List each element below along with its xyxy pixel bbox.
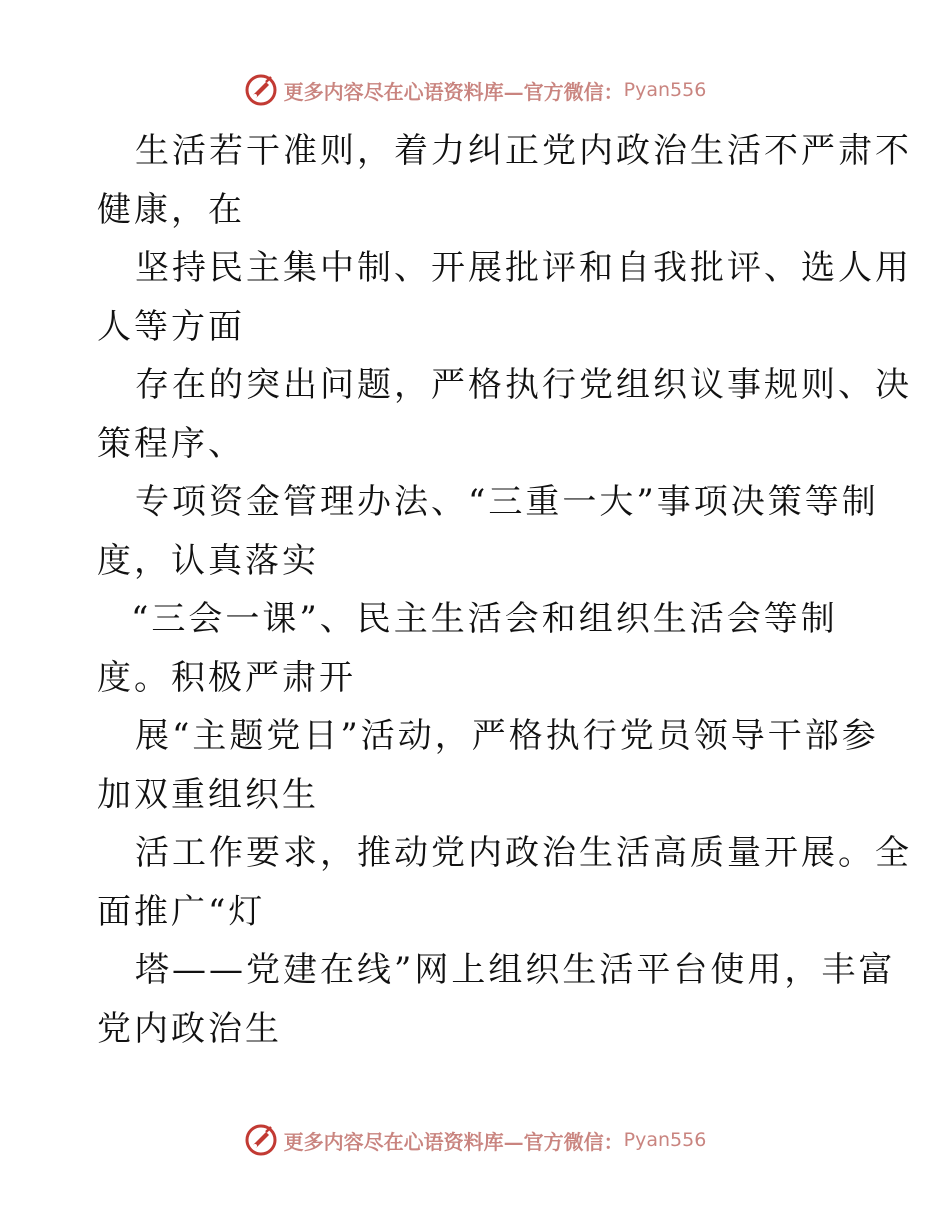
body-line: 活工作要求，推动党内政治生活高质量开展。全 bbox=[135, 833, 912, 873]
body-line: 塔——党建在线”网上组织生活平台使用，丰富 bbox=[135, 950, 896, 990]
footer-banner-text: 更多内容尽在心语资料库— bbox=[283, 1129, 524, 1154]
body-line: 展“主题党日”活动，严格执行党员领导干部参 bbox=[135, 716, 879, 756]
body-line: “三会一课”、民主生活会和组织生活会等制 bbox=[131, 599, 838, 639]
brand-logo-icon bbox=[244, 73, 278, 107]
body-line: 存在的突出问题，严格执行党组织议事规则、决 bbox=[135, 365, 912, 405]
body-line: 加双重组织生 bbox=[97, 774, 319, 815]
header-banner-text: 更多内容尽在心语资料库— bbox=[283, 79, 524, 104]
footer-wechat-id: Pyan556 bbox=[623, 1129, 707, 1151]
brand-logo-icon bbox=[244, 1123, 278, 1157]
body-line: 人等方面 bbox=[97, 306, 245, 347]
footer-wechat-label: 官方微信： bbox=[523, 1129, 624, 1154]
header-wechat-label: 官方微信： bbox=[523, 79, 624, 104]
body-line: 策程序、 bbox=[97, 423, 245, 464]
header-banner bbox=[0, 70, 950, 110]
body-line: 坚持民主集中制、开展批评和自我批评、选人用 bbox=[135, 248, 912, 288]
body-line: 党内政治生 bbox=[97, 1008, 282, 1049]
body-line: 生活若干准则，着力纠正党内政治生活不严肃不 bbox=[135, 131, 912, 171]
body-line: 度，认真落实 bbox=[97, 540, 319, 581]
document-body bbox=[97, 122, 912, 1058]
body-line: 健康，在 bbox=[97, 189, 245, 230]
footer-banner bbox=[0, 1120, 950, 1160]
header-wechat-id: Pyan556 bbox=[623, 79, 707, 101]
body-line: 度。积极严肃开 bbox=[97, 657, 356, 698]
body-line: 专项资金管理办法、“三重一大”事项决策等制 bbox=[135, 482, 879, 522]
body-line: 面推广“灯 bbox=[97, 891, 266, 932]
